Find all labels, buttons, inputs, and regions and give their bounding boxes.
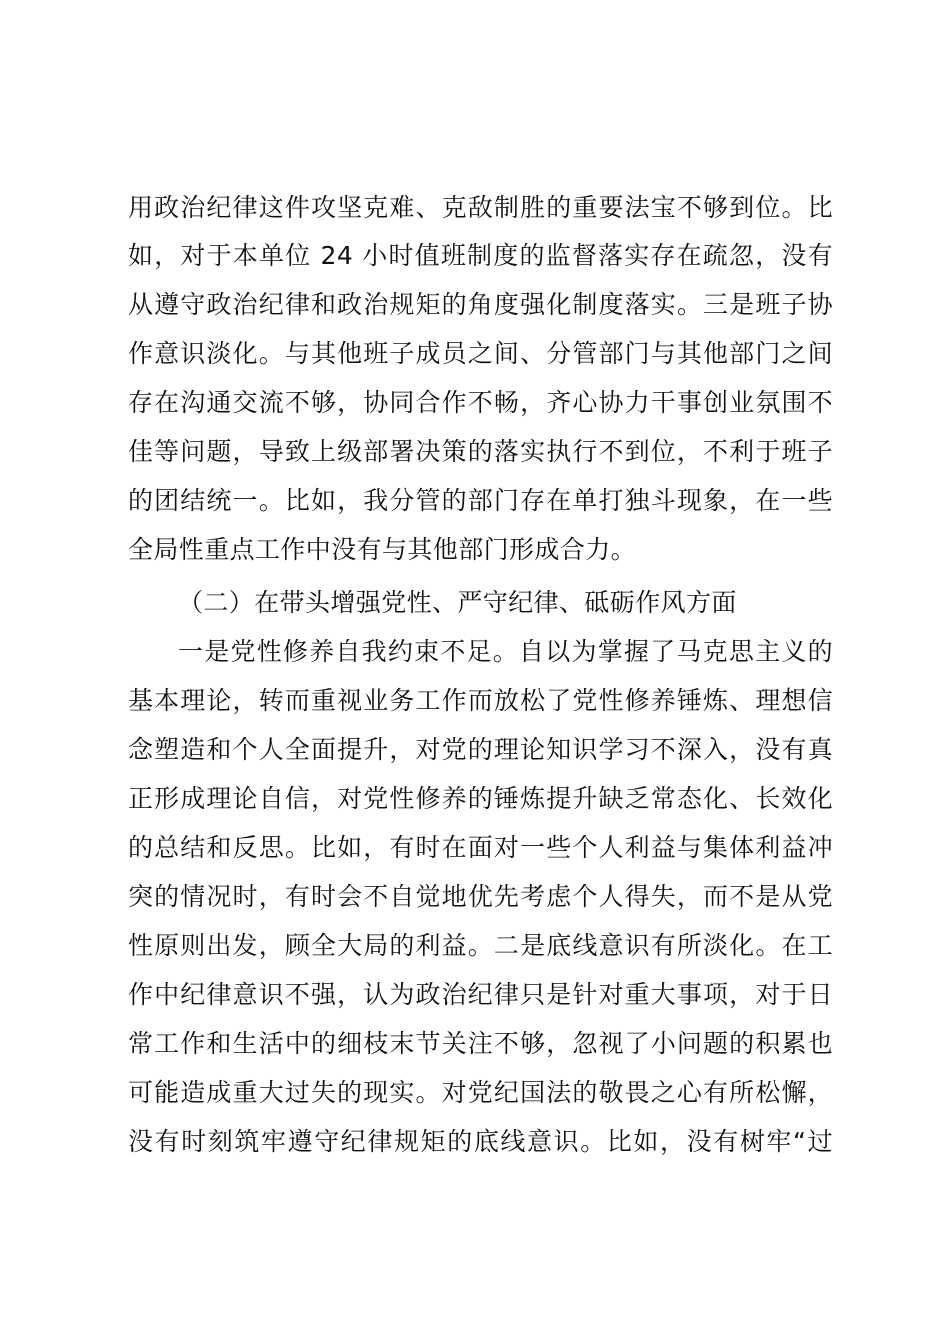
body-text-line: 正形成理论自信，对党性修养的锤炼提升缺乏常态化、长效化 bbox=[128, 784, 833, 813]
body-text-line: 佳等问题，导致上级部署决策的落实执行不到位，不利于班子 bbox=[128, 437, 833, 466]
body-text-line: 念塑造和个人全面提升，对党的理论知识学习不深入，没有真 bbox=[128, 735, 833, 764]
body-text-line: 可能造成重大过失的现实。对党纪国法的敬畏之心有所松懈， bbox=[128, 1078, 833, 1107]
body-text-line: 没有时刻筑牢遵守纪律规矩的底线意识。比如，没有树牢“过 bbox=[128, 1127, 833, 1156]
body-text-line: 存在沟通交流不够，协同合作不畅，齐心协力干事创业氛围不 bbox=[128, 388, 833, 417]
body-text-line: 的团结统一。比如，我分管的部门存在单打独斗现象，在一些 bbox=[128, 486, 833, 515]
body-text-line: 作中纪律意识不强，认为政治纪律只是针对重大事项，对于日 bbox=[128, 980, 833, 1009]
body-text-line: 的总结和反思。比如，有时在面对一些个人利益与集体利益冲 bbox=[128, 833, 833, 862]
section-heading: （二）在带头增强党性、严守纪律、砥砺作风方面 bbox=[178, 588, 737, 617]
body-text-line: 基本理论，转而重视业务工作而放松了党性修养锤炼、理想信 bbox=[128, 686, 833, 715]
body-text-line: 突的情况时，有时会不自觉地优先考虑个人得失，而不是从党 bbox=[128, 882, 833, 911]
body-text-line: 用政治纪律这件攻坚克难、克敌制胜的重要法宝不够到位。比 bbox=[128, 193, 833, 222]
body-text-line: 全局性重点工作中没有与其他部门形成合力。 bbox=[128, 535, 637, 564]
paragraph-first-line: 一是党性修养自我约束不足。自以为掌握了马克思主义的 bbox=[178, 637, 833, 666]
body-text-line: 常工作和生活中的细枝末节关注不够，忽视了小问题的积累也 bbox=[128, 1029, 833, 1058]
body-text-line: 性原则出发，顾全大局的利益。二是底线意识有所淡化。在工 bbox=[128, 931, 833, 960]
body-text-line: 如，对于本单位 24 小时值班制度的监督落实存在疏忽，没有 bbox=[128, 241, 833, 270]
body-text-line: 从遵守政治纪律和政治规矩的角度强化制度落实。三是班子协 bbox=[128, 290, 833, 319]
body-text-line: 作意识淡化。与其他班子成员之间、分管部门与其他部门之间 bbox=[128, 339, 833, 368]
